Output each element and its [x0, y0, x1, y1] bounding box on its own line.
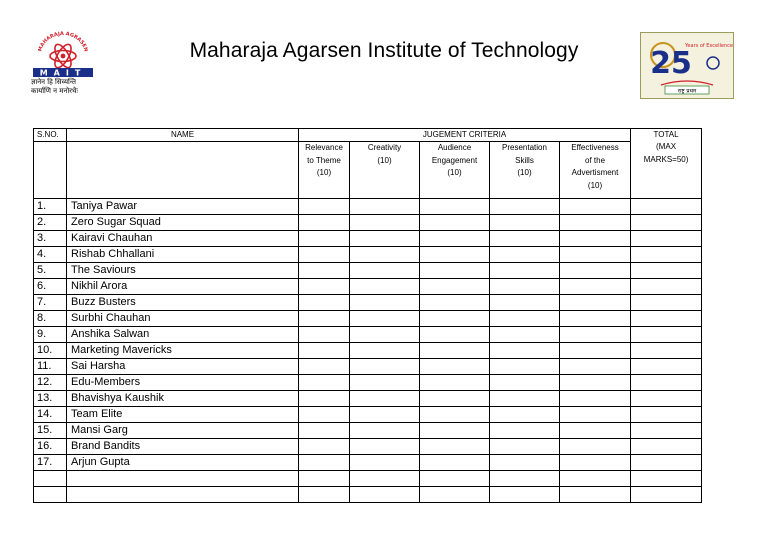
table-row [34, 215, 702, 231]
participant-name-cell: Anshika Salwan [67, 327, 299, 343]
score-cell[interactable] [420, 311, 490, 327]
badge-number: 25 [650, 46, 692, 81]
table-row [34, 263, 702, 279]
table-row [34, 279, 702, 295]
score-cell[interactable] [350, 311, 420, 327]
participant-name-cell: Team Elite [67, 407, 299, 423]
judgement-criteria-header: JUGEMENT CRITERIA [299, 129, 631, 142]
participant-name-cell: Mansi Garg [67, 423, 299, 439]
score-cell[interactable] [350, 263, 420, 279]
score-cell[interactable] [490, 199, 560, 215]
score-cell[interactable] [350, 407, 420, 423]
sno-header: S.NO. [34, 129, 67, 142]
participant-name-cell: Brand Bandits [67, 439, 299, 455]
score-cell[interactable] [490, 215, 560, 231]
total-score-cell[interactable] [631, 311, 702, 327]
table-row [34, 231, 702, 247]
score-cell[interactable] [420, 231, 490, 247]
participant-name-cell [67, 487, 299, 503]
criteria-label: Relevance to Theme (10) [305, 143, 343, 178]
score-cell[interactable] [490, 423, 560, 439]
total-score-cell[interactable] [631, 343, 702, 359]
score-cell[interactable] [350, 455, 420, 471]
score-cell[interactable] [490, 375, 560, 391]
score-cell[interactable] [299, 455, 350, 471]
criteria-header-5 [560, 142, 631, 199]
total-score-cell[interactable] [631, 327, 702, 343]
score-cell[interactable] [420, 391, 490, 407]
participant-name-cell: Nikhil Arora [67, 279, 299, 295]
score-cell[interactable] [299, 423, 350, 439]
score-cell[interactable] [490, 439, 560, 455]
score-cell[interactable] [350, 375, 420, 391]
score-cell[interactable] [420, 487, 490, 503]
total-score-cell[interactable] [631, 407, 702, 423]
score-cell[interactable] [490, 279, 560, 295]
criteria-label: Audience Engagement (10) [431, 143, 478, 178]
participant-name-cell: Marketing Mavericks [67, 343, 299, 359]
score-cell[interactable] [350, 391, 420, 407]
score-cell[interactable] [490, 391, 560, 407]
anniversary-badge [640, 32, 734, 99]
score-cell[interactable] [490, 231, 560, 247]
serial-number-cell: 1. [34, 199, 67, 215]
score-cell[interactable] [299, 247, 350, 263]
total-score-cell[interactable] [631, 215, 702, 231]
page-title: Maharaja Agarsen Institute of Technology [189, 39, 579, 62]
score-cell[interactable] [560, 407, 631, 423]
motto-line-1: ज्ञानेन हि सिव्यन्ति [31, 78, 77, 86]
participant-name-cell: Kairavi Chauhan [67, 231, 299, 247]
score-cell[interactable] [420, 375, 490, 391]
table-row [34, 359, 702, 375]
score-cell[interactable] [420, 279, 490, 295]
total-score-cell[interactable] [631, 391, 702, 407]
total-score-cell[interactable] [631, 375, 702, 391]
score-cell[interactable] [560, 343, 631, 359]
score-cell[interactable] [299, 471, 350, 487]
score-cell[interactable] [350, 327, 420, 343]
score-cell[interactable] [350, 247, 420, 263]
participant-name-cell: Taniya Pawar [67, 199, 299, 215]
name-header: NAME [67, 129, 299, 142]
logo-arc-text: MAHARAJA AGRASEN [37, 30, 89, 53]
serial-number-cell: 14. [34, 407, 67, 423]
score-cell[interactable] [490, 247, 560, 263]
table-row [34, 423, 702, 439]
score-cell[interactable] [350, 343, 420, 359]
badge-ribbon: राष्ट्र प्रथम [677, 88, 697, 95]
logo-motto [31, 78, 78, 96]
serial-number-cell: 11. [34, 359, 67, 375]
serial-number-cell: 9. [34, 327, 67, 343]
score-cell[interactable] [299, 327, 350, 343]
score-cell[interactable] [560, 375, 631, 391]
total-score-cell[interactable] [631, 231, 702, 247]
table-row [34, 247, 702, 263]
criteria-label: Creativity (10) [367, 143, 402, 165]
score-cell[interactable] [299, 311, 350, 327]
score-cell[interactable] [420, 247, 490, 263]
total-score-cell[interactable] [631, 487, 702, 503]
serial-number-cell: 16. [34, 439, 67, 455]
criteria-header-3 [420, 142, 490, 199]
score-cell[interactable] [350, 423, 420, 439]
logo-initials: MAIT [39, 68, 87, 78]
score-cell[interactable] [350, 231, 420, 247]
criteria-header-1 [299, 142, 350, 199]
score-cell[interactable] [560, 295, 631, 311]
name-subheader [67, 142, 299, 199]
score-cell[interactable] [299, 215, 350, 231]
score-cell[interactable] [560, 423, 631, 439]
total-score-cell[interactable] [631, 359, 702, 375]
serial-number-cell: 17. [34, 455, 67, 471]
total-header-label: TOTAL (MAX MARKS=50) [643, 130, 689, 164]
table-row [34, 455, 702, 471]
serial-number-cell: 8. [34, 311, 67, 327]
serial-number-cell: 7. [34, 295, 67, 311]
score-cell[interactable] [420, 215, 490, 231]
score-cell[interactable] [299, 375, 350, 391]
score-cell[interactable] [420, 199, 490, 215]
table-row [34, 407, 702, 423]
judging-score-table [33, 128, 702, 503]
score-cell[interactable] [420, 263, 490, 279]
table-row [34, 471, 702, 487]
score-cell[interactable] [350, 215, 420, 231]
total-header [631, 129, 702, 199]
table-row [34, 391, 702, 407]
score-cell[interactable] [420, 407, 490, 423]
score-cell[interactable] [490, 455, 560, 471]
table-row [34, 327, 702, 343]
serial-number-cell [34, 487, 67, 503]
score-cell[interactable] [560, 359, 631, 375]
score-cell[interactable] [560, 247, 631, 263]
score-cell[interactable] [420, 327, 490, 343]
score-cell[interactable] [299, 359, 350, 375]
table-row [34, 311, 702, 327]
score-cell[interactable] [420, 343, 490, 359]
score-cell[interactable] [299, 231, 350, 247]
score-cell[interactable] [299, 263, 350, 279]
serial-number-cell: 5. [34, 263, 67, 279]
table-row [34, 199, 702, 215]
score-cell[interactable] [350, 487, 420, 503]
table-row [34, 343, 702, 359]
score-cell[interactable] [420, 423, 490, 439]
score-cell[interactable] [299, 199, 350, 215]
table-row [34, 439, 702, 455]
score-cell[interactable] [560, 455, 631, 471]
participant-name-cell [67, 471, 299, 487]
serial-number-cell: 4. [34, 247, 67, 263]
score-cell[interactable] [350, 279, 420, 295]
score-cell[interactable] [490, 311, 560, 327]
criteria-header-4 [490, 142, 560, 199]
score-cell[interactable] [490, 359, 560, 375]
total-score-cell[interactable] [631, 471, 702, 487]
score-cell[interactable] [560, 471, 631, 487]
total-score-cell[interactable] [631, 247, 702, 263]
participant-name-cell: Rishab Chhallani [67, 247, 299, 263]
criteria-label: Presentation Skills (10) [502, 143, 547, 178]
table-row [34, 375, 702, 391]
score-cell[interactable] [350, 471, 420, 487]
score-cell[interactable] [420, 359, 490, 375]
score-cell[interactable] [560, 263, 631, 279]
criteria-header-2 [350, 142, 420, 199]
total-score-cell[interactable] [631, 199, 702, 215]
score-cell[interactable] [420, 471, 490, 487]
total-score-cell[interactable] [631, 295, 702, 311]
participant-name-cell: Surbhi Chauhan [67, 311, 299, 327]
serial-number-cell [34, 471, 67, 487]
score-cell[interactable] [560, 311, 631, 327]
participant-name-cell: Buzz Busters [67, 295, 299, 311]
participant-name-cell: Edu-Members [67, 375, 299, 391]
score-cell[interactable] [420, 439, 490, 455]
motto-line-2: कार्याणि न मनोरथैः [31, 87, 78, 95]
serial-number-cell: 2. [34, 215, 67, 231]
score-cell[interactable] [490, 343, 560, 359]
total-score-cell[interactable] [631, 263, 702, 279]
score-cell[interactable] [560, 439, 631, 455]
badge-caption: Years of Excellence [685, 43, 733, 49]
serial-number-cell: 12. [34, 375, 67, 391]
total-score-cell[interactable] [631, 439, 702, 455]
participant-name-cell: Sai Harsha [67, 359, 299, 375]
score-cell[interactable] [420, 295, 490, 311]
score-cell[interactable] [490, 327, 560, 343]
score-cell[interactable] [299, 439, 350, 455]
total-score-cell[interactable] [631, 423, 702, 439]
serial-number-cell: 13. [34, 391, 67, 407]
criteria-label: Effectiveness of the Advertisment (10) [571, 143, 619, 190]
score-cell[interactable] [350, 439, 420, 455]
serial-number-cell: 6. [34, 279, 67, 295]
participant-name-cell: Arjun Gupta [67, 455, 299, 471]
score-cell[interactable] [299, 279, 350, 295]
score-cell[interactable] [350, 199, 420, 215]
serial-number-cell: 3. [34, 231, 67, 247]
score-cell[interactable] [560, 231, 631, 247]
participant-name-cell: Bhavishya Kaushik [67, 391, 299, 407]
table-row [34, 295, 702, 311]
sno-subheader [34, 142, 67, 199]
score-cell[interactable] [560, 487, 631, 503]
score-cell[interactable] [299, 295, 350, 311]
total-score-cell[interactable] [631, 279, 702, 295]
score-cell[interactable] [490, 407, 560, 423]
participant-name-cell: The Saviours [67, 263, 299, 279]
score-cell[interactable] [350, 359, 420, 375]
score-cell[interactable] [299, 487, 350, 503]
score-cell[interactable] [560, 391, 631, 407]
score-cell[interactable] [299, 407, 350, 423]
score-cell[interactable] [490, 295, 560, 311]
score-cell[interactable] [490, 471, 560, 487]
score-cell[interactable] [350, 295, 420, 311]
table-row [34, 487, 702, 503]
total-score-cell[interactable] [631, 455, 702, 471]
score-cell[interactable] [490, 487, 560, 503]
score-cell[interactable] [299, 391, 350, 407]
score-cell[interactable] [560, 199, 631, 215]
score-cell[interactable] [560, 279, 631, 295]
participant-name-cell: Zero Sugar Squad [67, 215, 299, 231]
score-cell[interactable] [560, 327, 631, 343]
score-cell[interactable] [560, 215, 631, 231]
score-cell[interactable] [420, 455, 490, 471]
score-cell[interactable] [490, 263, 560, 279]
serial-number-cell: 10. [34, 343, 67, 359]
score-cell[interactable] [299, 343, 350, 359]
serial-number-cell: 15. [34, 423, 67, 439]
